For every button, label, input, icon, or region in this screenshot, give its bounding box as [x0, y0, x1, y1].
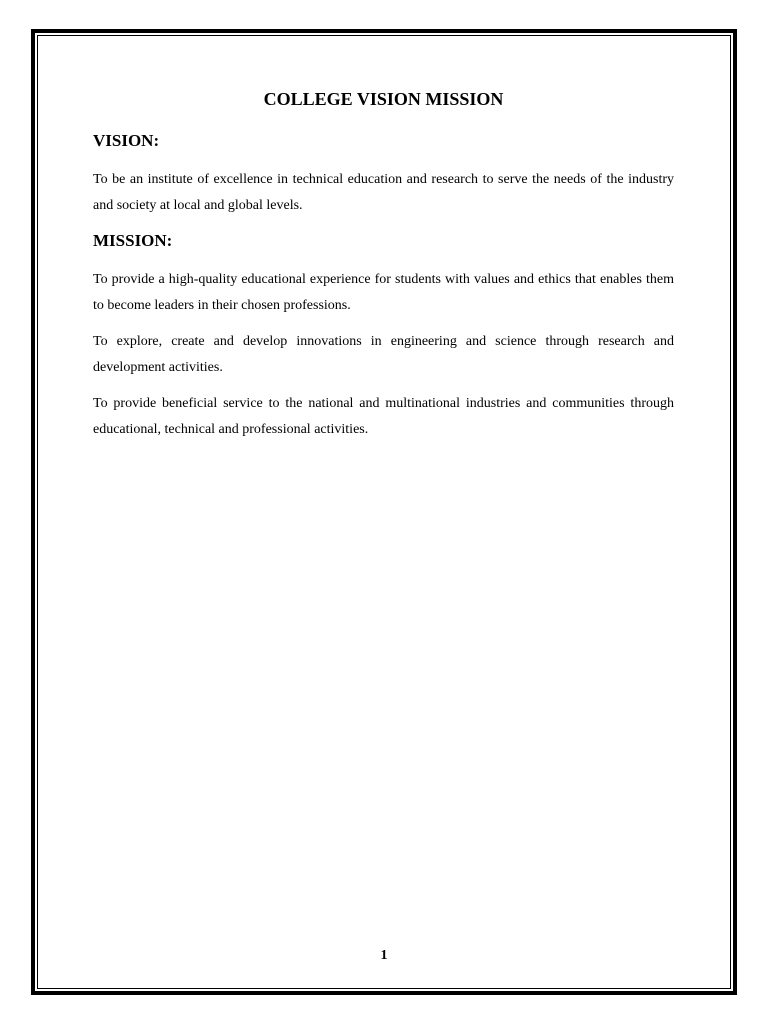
vision-text: To be an institute of excellence in technical education and research to serve the needs of the industry and society at local and global levels.: [93, 172, 674, 213]
mission-point-3: To provide beneficial service to the national and multinational industries and communities through educational, technical and professional activities.: [93, 396, 674, 437]
vision-heading: VISION:: [93, 131, 160, 150]
page-number: 1: [380, 948, 388, 963]
page-content: [93, 86, 674, 453]
mission-heading: MISSION:: [93, 231, 173, 250]
mission-point-2: To explore, create and develop innovations in engineering and science through research and development activities.: [93, 334, 674, 375]
page-title: COLLEGE VISION MISSION: [263, 89, 504, 109]
mission-point-1: To provide a high-quality educational experience for students with values and ethics that enables them to become leaders in their chosen professions.: [93, 272, 674, 313]
